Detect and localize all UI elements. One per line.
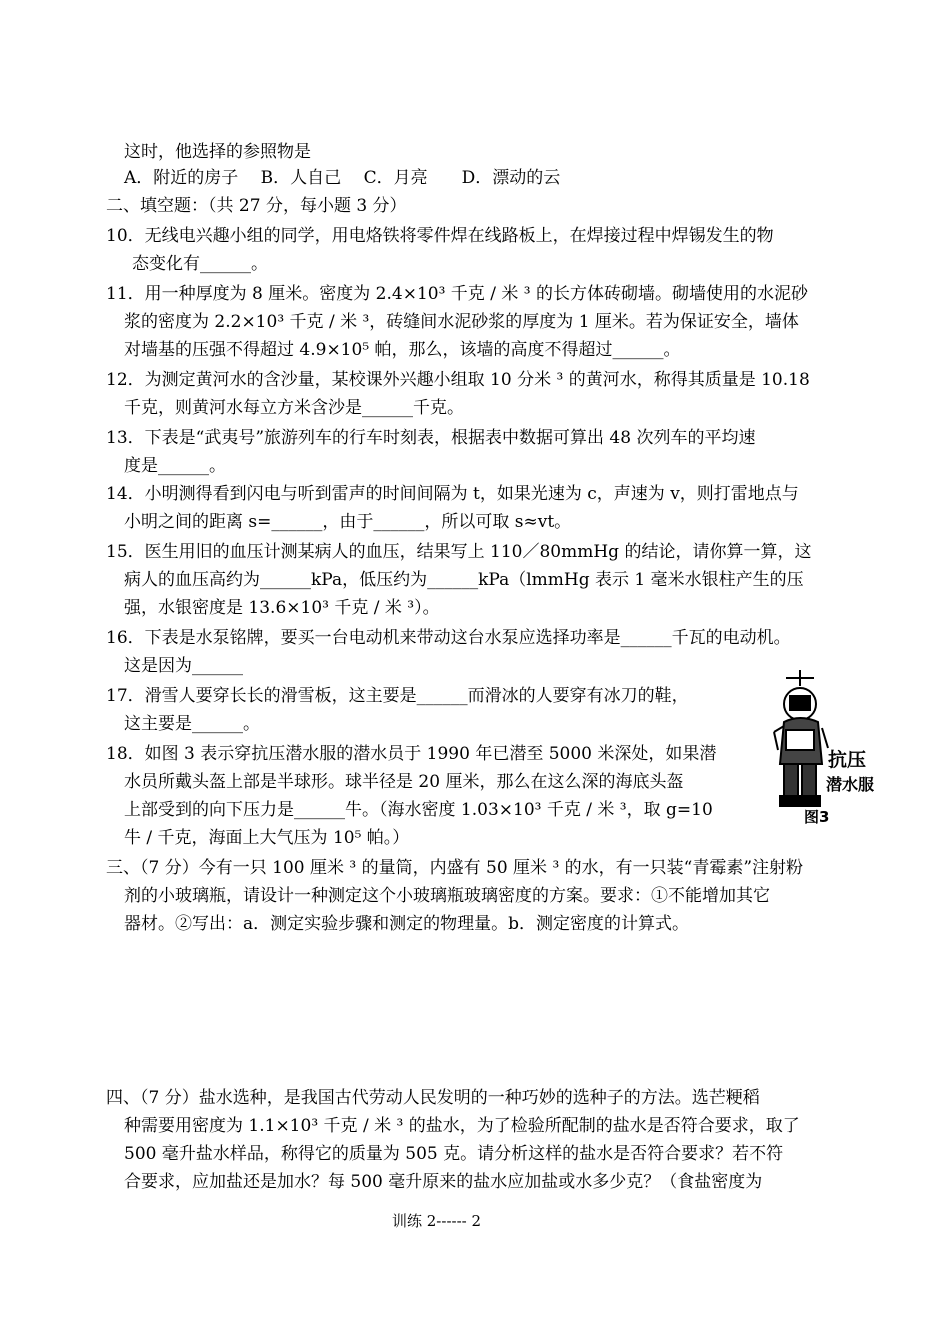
text-line: 17．滑雪人要穿长长的滑雪板，这主要是______而滑冰的人要穿有冰刀的鞋， <box>106 686 689 706</box>
figure-label: 潜水服 <box>826 775 875 794</box>
text-line: 对墙基的压强不得超过 4.9×10⁵ 帕，那么，该墙的高度不得超过______。 <box>124 340 681 360</box>
text-line: 水员所戴头盔上部是半球形。球半径是 20 厘米，那么在这么深的海底头盔 <box>124 772 684 792</box>
figure-caption: 图3 <box>804 808 830 826</box>
text-line: 这时，他选择的参照物是 <box>124 142 311 162</box>
page-footer: 训练 2------ 2 <box>392 1212 482 1230</box>
text-line: 14．小明测得看到闪电与听到雷声的时间间隔为 t，如果光速为 c，声速为 v，则打雷地点与 <box>106 484 799 504</box>
text-line: 病人的血压高约为______kPa，低压约为______kPa（lmmHg 表示 1 毫米水银柱产生的压 <box>124 570 804 590</box>
text-line: 千克，则黄河水每立方米含沙是______千克。 <box>124 398 464 418</box>
text-line: 16．下表是水泵铭牌，要买一台电动机来带动这台水泵应选择功率是______千瓦的电动机。 <box>106 628 791 648</box>
text-line: 种需要用密度为 1.1×10³ 千克 / 米 ³ 的盐水，为了检验所配制的盐水是否符合要求，取了 <box>124 1116 800 1136</box>
text-line: 11．用一种厚度为 8 厘米。密度为 2.4×10³ 千克 / 米 ³ 的长方体砖砌墙。砌墙使用的水泥砂 <box>106 284 808 304</box>
text-line: 500 毫升盐水样品，称得它的质量为 505 克。请分析这样的盐水是否符合要求？若不符 <box>124 1144 784 1164</box>
text-line: A．附近的房子 B．人自己 C．月亮 D．漂动的云 <box>124 168 561 188</box>
text-line: 上部受到的向下压力是______牛。（海水密度 1.03×10³ 千克 / 米 ³，取 g=10 <box>124 800 713 820</box>
text-line: 这主要是______。 <box>124 714 260 734</box>
text-line: 13．下表是“武夷号”旅游列车的行车时刻表，根据表中数据可算出 48 次列车的平均速 <box>106 428 756 448</box>
text-line: 剂的小玻璃瓶，请设计一种测定这个小玻璃瓶玻璃密度的方案。要求：①不能增加其它 <box>124 886 770 906</box>
text-line: 18．如图 3 表示穿抗压潜水服的潜水员于 1990 年已潜至 5000 米深处，如果潜 <box>106 744 717 764</box>
section-heading: 二、填空题：（共 27 分，每小题 3 分） <box>106 196 407 216</box>
section-heading: 三、（7 分）今有一只 100 厘米 ³ 的量筒，内盛有 50 厘米 ³ 的水，有一只装“青霉素”注射粉 <box>106 858 804 878</box>
figure-label: 抗压 <box>828 749 867 771</box>
text-line: 小明之间的距离 s=______，由于______，所以可取 s≈vt。 <box>124 512 572 532</box>
text-line: 15．医生用旧的血压计测某病人的血压，结果写上 110／80mmHg 的结论，请你算一算，这 <box>106 542 812 562</box>
section-heading: 四、（7 分）盐水选种，是我国古代劳动人民发明的一种巧妙的选种子的方法。选芒粳稻 <box>106 1088 760 1108</box>
text-line: 这是因为______ <box>124 656 243 676</box>
text-line: 强，水银密度是 13.6×10³ 千克 / 米 ³）。 <box>124 598 440 618</box>
diver-icon <box>772 668 887 828</box>
text-line: 10．无线电兴趣小组的同学，用电烙铁将零件焊在线路板上，在焊接过程中焊锡发生的物 <box>106 226 774 246</box>
text-line: 合要求，应加盐还是加水？每 500 毫升原来的盐水应加盐或水多少克？（食盐密度为 <box>124 1172 763 1192</box>
text-line: 器材。②写出：a．测定实验步骤和测定的物理量。b．测定密度的计算式。 <box>124 914 690 934</box>
text-line: 度是______。 <box>124 456 226 476</box>
text-line: 牛 / 千克，海面上大气压为 10⁵ 帕。） <box>124 828 410 848</box>
diver-suit-figure <box>772 668 887 828</box>
text-line: 浆的密度为 2.2×10³ 千克 / 米 ³，砖缝间水泥砂浆的厚度为 1 厘米。若为保证安全，墙体 <box>124 312 799 332</box>
text-line: 态变化有______。 <box>132 254 268 274</box>
text-line: 12．为测定黄河水的含沙量，某校课外兴趣小组取 10 分米 ³ 的黄河水，称得其质量是 10.18 <box>106 370 810 390</box>
